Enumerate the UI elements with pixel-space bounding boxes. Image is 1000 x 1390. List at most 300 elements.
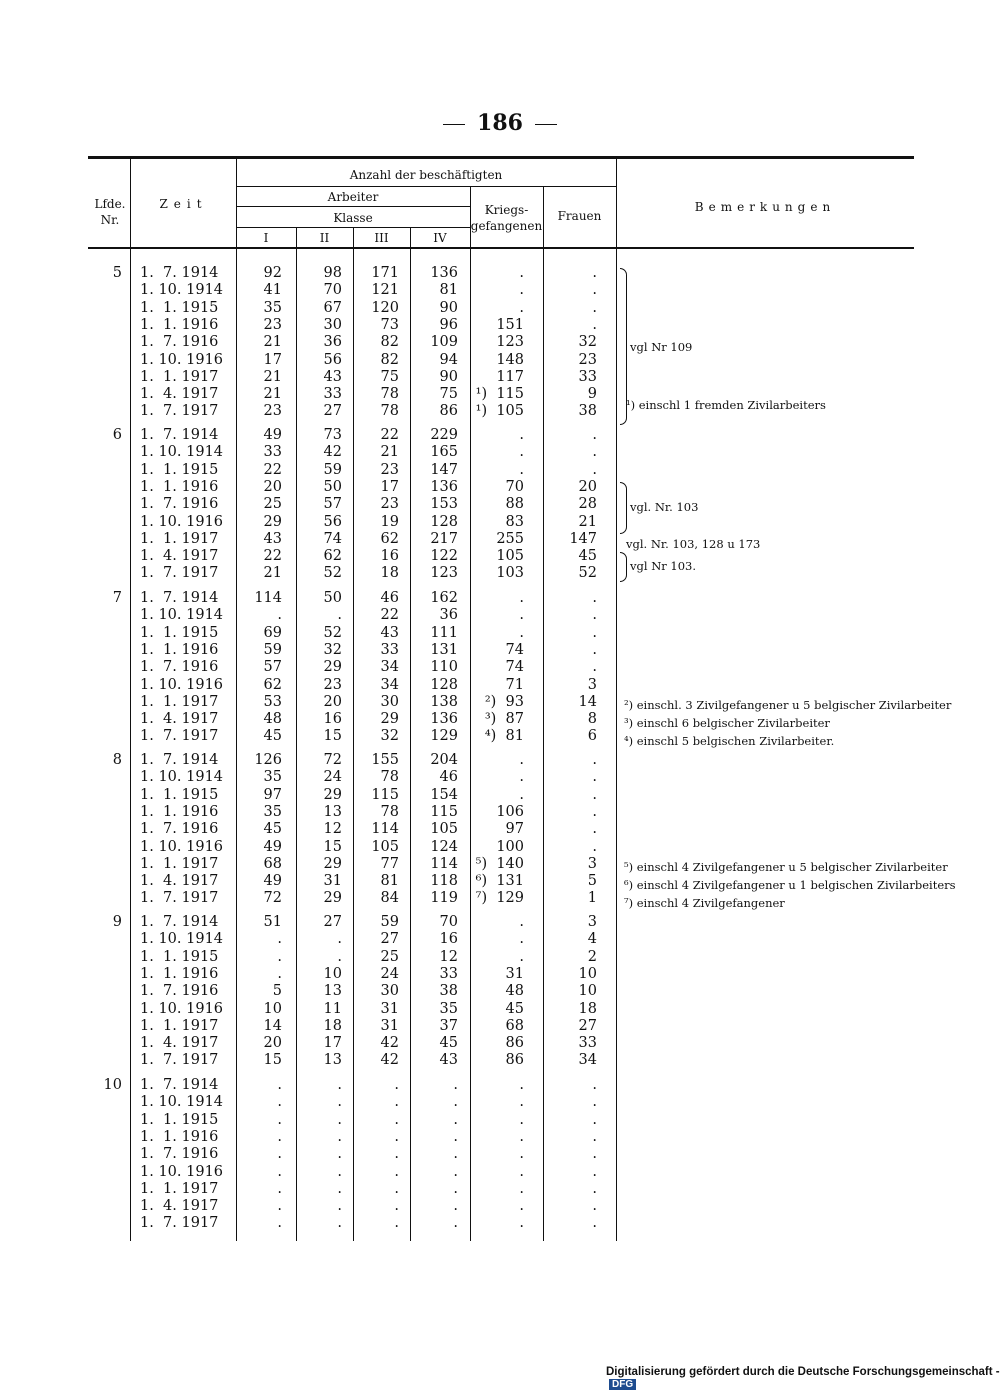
frauen-cell: 14 (578, 693, 597, 710)
klasse-i-cell: 43 (263, 530, 282, 547)
klasse-ii-cell: 11 (323, 1000, 342, 1017)
frauen-cell: . (592, 803, 597, 820)
zeit-cell: 1. 7. 1916 (140, 1146, 219, 1163)
kriegsgefangenen-cell: 123 (496, 334, 524, 351)
klasse-iv-cell: 124 (430, 838, 458, 855)
klasse-ii-cell: 29 (323, 890, 342, 907)
header-anzahl: Anzahl der beschäftigten (349, 168, 503, 182)
klasse-ii-cell: . (337, 1146, 342, 1163)
zeit-cell: 1. 1. 1916 (140, 641, 219, 658)
klasse-ii-cell: 16 (323, 711, 342, 728)
klasse-iv-cell: 129 (430, 728, 458, 745)
klasse-iii-cell: 82 (380, 334, 399, 351)
klasse-ii-cell: 13 (323, 1052, 342, 1069)
klasse-i-cell: 49 (263, 873, 282, 890)
zeit-cell: 1. 1. 1916 (140, 965, 219, 982)
klasse-i-cell: 29 (263, 513, 282, 530)
klasse-ii-cell: . (337, 1163, 342, 1180)
zeit-cell: 1. 4. 1917 (140, 386, 219, 403)
zeit-cell: 1. 7. 1914 (140, 590, 219, 606)
klasse-iii-cell: 120 (371, 299, 399, 316)
kriegsgefangenen-cell: 148 (496, 351, 524, 368)
klasse-i-cell: . (277, 1128, 282, 1145)
col-line-kriegs (543, 187, 544, 1241)
zeit-cell: 1. 10. 1916 (140, 676, 224, 693)
klasse-ii-cell: 23 (323, 676, 342, 693)
zeit-cell: 1. 7. 1916 (140, 983, 219, 1000)
frauen-cell: 5 (587, 873, 597, 890)
kriegsgefangenen-cell: 106 (496, 803, 524, 820)
zeit-cell: 1. 7. 1916 (140, 334, 219, 351)
klasse-iii-cell: 34 (380, 676, 399, 693)
frauen-cell: 10 (578, 983, 597, 1000)
klasse-iv-cell: . (453, 1077, 458, 1093)
header-arbeiter: Arbeiter (327, 190, 379, 204)
kriegsgefangenen-cell: . (519, 1146, 524, 1163)
klasse-i-cell: 21 (263, 386, 282, 403)
klasse-i-cell: 21 (263, 368, 282, 385)
klasse-iv-cell: 153 (430, 496, 458, 513)
kriegsgefangenen-cell: . (519, 265, 524, 281)
klasse-iii-cell: 27 (380, 931, 399, 948)
klasse-i-cell: . (277, 1111, 282, 1128)
klasse-i-cell: . (277, 931, 282, 948)
klasse-iv-cell: 96 (439, 316, 458, 333)
zeit-cell: 1. 1. 1915 (140, 299, 219, 316)
klasse-iv-cell: 128 (430, 513, 458, 530)
klasse-i-cell: 45 (263, 821, 282, 838)
frauen-cell: . (592, 265, 597, 281)
header-kriegsgefangenen: Kriegs- gefangenen (470, 203, 543, 233)
frauen-cell: 33 (578, 368, 597, 385)
frauen-cell: . (592, 786, 597, 803)
klasse-iv-cell: 122 (430, 548, 458, 565)
zeit-cell: 1. 7. 1917 (140, 1052, 219, 1069)
frauen-cell: 33 (578, 1035, 597, 1052)
klasse-ii-cell: . (337, 1128, 342, 1145)
klasse-iii-cell: . (394, 1111, 399, 1128)
klasse-i-cell: 23 (263, 316, 282, 333)
frauen-cell: 21 (578, 513, 597, 530)
klasse-iii-cell: 78 (380, 769, 399, 786)
klasse-i-cell: 68 (263, 855, 282, 872)
frauen-cell: 9 (587, 386, 597, 403)
kriegsgefangenen-cell: 70 (505, 478, 524, 495)
kriegsgefangenen-cell: . (519, 931, 524, 948)
kriegsgefangenen-cell: . (519, 786, 524, 803)
klasse-iv-cell: 138 (430, 693, 458, 710)
frauen-cell: . (592, 607, 597, 624)
klasse-ii-cell: 15 (323, 838, 342, 855)
remark-7: ³) einschl 6 belgischer Zivilarbeiter (624, 716, 830, 730)
klasse-iii-cell: . (394, 1094, 399, 1111)
klasse-iv-cell: 110 (430, 659, 458, 676)
kriegsgefangenen-cell: . (519, 444, 524, 461)
klasse-i-cell: 21 (263, 334, 282, 351)
klasse-ii-cell: 31 (323, 873, 342, 890)
klasse-ii-cell: 67 (323, 299, 342, 316)
klasse-iii-cell: 22 (380, 427, 399, 443)
klasse-iv-cell: 154 (430, 786, 458, 803)
kriegsgefangenen-cell: 103 (496, 565, 524, 582)
dfg-logo: DFG (609, 1379, 636, 1390)
klasse-i-cell: . (277, 1094, 282, 1111)
brace-remark-3 (620, 482, 627, 534)
frauen-cell: . (592, 1215, 597, 1232)
kriegsgefangenen-cell: 31 (505, 965, 524, 982)
page-number-line (0, 110, 1000, 136)
klasse-iii-cell: 31 (380, 1000, 399, 1017)
klasse-iii-cell: 16 (380, 548, 399, 565)
zeit-cell: 1. 1. 1917 (140, 368, 219, 385)
klasse-iii-cell: . (394, 1128, 399, 1145)
group-number: 7 (112, 590, 122, 606)
klasse-i-cell: . (277, 1146, 282, 1163)
remark-10: ⁶) einschl 4 Zivilgefangener u 1 belgischen Zivilarbeiters (624, 878, 956, 892)
kriegsgefangenen-cell: ⁶) 131 (475, 873, 524, 890)
klasse-iii-cell: 25 (380, 948, 399, 965)
frauen-cell: 3 (587, 914, 597, 930)
klasse-ii-cell: 29 (323, 659, 342, 676)
klasse-ii-cell: 27 (323, 403, 342, 420)
klasse-ii-cell: 29 (323, 786, 342, 803)
klasse-iii-cell: 46 (380, 590, 399, 606)
klasse-iv-cell: 81 (439, 282, 458, 299)
klasse-i-cell: 57 (263, 659, 282, 676)
klasse-iii-cell: 105 (371, 838, 399, 855)
klasse-iv-cell: 119 (430, 890, 458, 907)
klasse-iv-cell: 90 (439, 368, 458, 385)
klasse-ii-cell: . (337, 1111, 342, 1128)
zeit-cell: 1. 10. 1914 (140, 444, 224, 461)
klasse-iv-cell: 118 (430, 873, 458, 890)
zeit-cell: 1. 1. 1916 (140, 1128, 219, 1145)
klasse-ii-cell: . (337, 1215, 342, 1232)
header-klasse: Klasse (333, 211, 373, 225)
klasse-iv-cell: 229 (430, 427, 458, 443)
frauen-cell: 32 (578, 334, 597, 351)
col-line-zeit (236, 159, 237, 1241)
frauen-cell: 52 (578, 565, 597, 582)
frauen-cell: 3 (587, 855, 597, 872)
zeit-cell: 1. 7. 1914 (140, 752, 219, 768)
remark-8: ⁴) einschl 5 belgischen Zivilarbeiter. (624, 734, 835, 748)
klasse-iii-cell: 23 (380, 461, 399, 478)
klasse-iv-cell: . (453, 1180, 458, 1197)
klasse-iv-cell: 114 (430, 855, 458, 872)
klasse-iv-cell: 136 (430, 265, 458, 281)
kriegsgefangenen-cell: ⁴) 81 (484, 728, 524, 745)
frauen-cell: . (592, 282, 597, 299)
zeit-cell: 1. 10. 1914 (140, 931, 224, 948)
klasse-ii-cell: 13 (323, 983, 342, 1000)
klasse-iii-cell: 22 (380, 607, 399, 624)
frauen-cell: . (592, 659, 597, 676)
frauen-cell: 3 (587, 676, 597, 693)
klasse-iv-cell: 128 (430, 676, 458, 693)
kriegsgefangenen-cell: . (519, 752, 524, 768)
kriegsgefangenen-cell: . (519, 624, 524, 641)
klasse-i-cell: 20 (263, 1035, 282, 1052)
frauen-cell: 38 (578, 403, 597, 420)
klasse-ii-cell: . (337, 931, 342, 948)
frauen-cell: . (592, 427, 597, 443)
zeit-cell: 1. 10. 1916 (140, 351, 224, 368)
kriegsgefangenen-cell: 151 (496, 316, 524, 333)
frauen-cell: 147 (569, 530, 597, 547)
klasse-i-cell: 35 (263, 769, 282, 786)
group-number: 5 (112, 265, 122, 281)
klasse-iii-cell: . (394, 1163, 399, 1180)
klasse-i-cell: 20 (263, 478, 282, 495)
remark-3: vgl. Nr. 103 (630, 500, 699, 514)
top-rule (88, 156, 914, 159)
klasse-ii-cell: . (337, 1180, 342, 1197)
klasse-iv-cell: 105 (430, 821, 458, 838)
klasse-ii-cell: 36 (323, 334, 342, 351)
klasse-iv-cell: 36 (439, 607, 458, 624)
klasse-iv-cell: 147 (430, 461, 458, 478)
klasse-ii-cell: 52 (323, 624, 342, 641)
frauen-cell: . (592, 1198, 597, 1215)
remark-11: ⁷) einschl 4 Zivilgefangener (624, 896, 785, 910)
kriegsgefangenen-cell: . (519, 1128, 524, 1145)
klasse-iv-cell: 70 (439, 914, 458, 930)
klasse-iii-cell: 82 (380, 351, 399, 368)
klasse-iii-cell: . (394, 1077, 399, 1093)
zeit-cell: 1. 1. 1917 (140, 1180, 219, 1197)
kriegsgefangenen-cell: 71 (505, 676, 524, 693)
page-number: 186 (477, 110, 523, 136)
group-number: 9 (112, 914, 122, 930)
zeit-cell: 1. 1. 1916 (140, 803, 219, 820)
zeit-cell: 1. 7. 1914 (140, 1077, 219, 1093)
zeit-cell: 1. 7. 1914 (140, 427, 219, 443)
klasse-ii-cell: 29 (323, 855, 342, 872)
klasse-ii-cell: 20 (323, 693, 342, 710)
zeit-cell: 1. 7. 1914 (140, 265, 219, 281)
frauen-cell: 28 (578, 496, 597, 513)
klasse-under-rule (236, 227, 470, 228)
klasse-iv-cell: 111 (430, 624, 458, 641)
klasse-iii-cell: 24 (380, 965, 399, 982)
kriegsgefangenen-cell: ⁷) 129 (475, 890, 524, 907)
klasse-ii-cell: 59 (323, 461, 342, 478)
kriegsgefangenen-cell: 68 (505, 1017, 524, 1034)
header-bemerkungen: Bemerkungen (694, 200, 836, 214)
remark-9: ⁵) einschl 4 Zivilgefangener u 5 belgischer Zivilarbeiter (624, 860, 948, 874)
kriegsgefangenen-cell: 74 (505, 659, 524, 676)
kriegsgefangenen-cell: 117 (496, 368, 524, 385)
klasse-iii-cell: 77 (380, 855, 399, 872)
klasse-i-cell: 14 (263, 1017, 282, 1034)
klasse-i-cell: 23 (263, 403, 282, 420)
dash-right (535, 124, 557, 125)
zeit-cell: 1. 1. 1917 (140, 530, 219, 547)
kriegsgefangenen-cell: ²) 93 (484, 693, 524, 710)
frauen-cell: . (592, 821, 597, 838)
klasse-i-cell: 5 (272, 983, 282, 1000)
klasse-ii-cell: 32 (323, 641, 342, 658)
klasse-iii-cell: 121 (371, 282, 399, 299)
kriegsgefangenen-cell: . (519, 461, 524, 478)
klasse-i-cell: 69 (263, 624, 282, 641)
klasse-i-cell: 22 (263, 548, 282, 565)
klasse-iii-cell: 30 (380, 983, 399, 1000)
zeit-cell: 1. 7. 1916 (140, 659, 219, 676)
arbeiter-under-rule (236, 206, 470, 207)
klasse-i-cell: 114 (254, 590, 282, 606)
frauen-cell: 20 (578, 478, 597, 495)
klasse-iii-cell: 73 (380, 316, 399, 333)
frauen-cell: . (592, 624, 597, 641)
klasse-iii-cell: 30 (380, 693, 399, 710)
klasse-ii-cell: . (337, 607, 342, 624)
klasse-iv-cell: 33 (439, 965, 458, 982)
klasse-iii-cell: 32 (380, 728, 399, 745)
frauen-cell: . (592, 316, 597, 333)
col-line-nr (130, 159, 131, 1241)
frauen-cell: . (592, 461, 597, 478)
kriegsgefangenen-cell: 88 (505, 496, 524, 513)
zeit-cell: 1. 1. 1916 (140, 478, 219, 495)
klasse-ii-cell: 50 (323, 478, 342, 495)
kriegsgefangenen-cell: 48 (505, 983, 524, 1000)
klasse-i-cell: . (277, 607, 282, 624)
kriegsgefangenen-cell: 74 (505, 641, 524, 658)
klasse-i-cell: 33 (263, 444, 282, 461)
klasse-i-cell: 35 (263, 299, 282, 316)
frauen-cell: . (592, 1111, 597, 1128)
klasse-iv-cell: 37 (439, 1017, 458, 1034)
zeit-cell: 1. 1. 1915 (140, 1111, 219, 1128)
klasse-ii-cell: . (337, 1094, 342, 1111)
klasse-i-cell: . (277, 948, 282, 965)
klasse-iii-cell: 155 (371, 752, 399, 768)
klasse-i-cell: 59 (263, 641, 282, 658)
klasse-iii-cell: . (394, 1180, 399, 1197)
klasse-iv-cell: . (453, 1198, 458, 1215)
zeit-cell: 1. 1. 1917 (140, 855, 219, 872)
zeit-cell: 1. 7. 1916 (140, 821, 219, 838)
klasse-i-cell: . (277, 1215, 282, 1232)
zeit-cell: 1. 7. 1914 (140, 914, 219, 930)
kriegsgefangenen-cell: . (519, 1198, 524, 1215)
kriegsgefangenen-cell: . (519, 914, 524, 930)
zeit-cell: 1. 4. 1917 (140, 873, 219, 890)
klasse-iv-cell: 115 (430, 803, 458, 820)
frauen-cell: 6 (587, 728, 597, 745)
klasse-iii-cell: 31 (380, 1017, 399, 1034)
kriegsgefangenen-cell: . (519, 1215, 524, 1232)
frauen-cell: . (592, 1180, 597, 1197)
klasse-iii-cell: 34 (380, 659, 399, 676)
dash-left (443, 124, 465, 125)
klasse-i-cell: . (277, 1198, 282, 1215)
klasse-i-cell: 22 (263, 461, 282, 478)
klasse-iv-cell: . (453, 1111, 458, 1128)
klasse-iii-cell: 59 (380, 914, 399, 930)
frauen-cell: 8 (587, 711, 597, 728)
klasse-iv-cell: 45 (439, 1035, 458, 1052)
klasse-iii-cell: 84 (380, 890, 399, 907)
klasse-i-cell: 48 (263, 711, 282, 728)
klasse-iv-cell: . (453, 1146, 458, 1163)
klasse-iii-cell: 21 (380, 444, 399, 461)
klasse-ii-cell: 50 (323, 590, 342, 606)
zeit-cell: 1. 1. 1917 (140, 693, 219, 710)
kriegsgefangenen-cell: . (519, 948, 524, 965)
klasse-i-cell: . (277, 1077, 282, 1093)
klasse-iv-cell: . (453, 1128, 458, 1145)
klasse-i-cell: 10 (263, 1000, 282, 1017)
klasse-iv-cell: 90 (439, 299, 458, 316)
klasse-ii-cell: 70 (323, 282, 342, 299)
zeit-cell: 1. 1. 1915 (140, 948, 219, 965)
kriegsgefangenen-cell: 45 (505, 1000, 524, 1017)
klasse-iv-cell: 43 (439, 1052, 458, 1069)
frauen-cell: . (592, 1094, 597, 1111)
klasse-i-cell: 53 (263, 693, 282, 710)
frauen-cell: . (592, 838, 597, 855)
kriegsgefangenen-cell: 255 (496, 530, 524, 547)
klasse-iv-cell: 75 (439, 386, 458, 403)
frauen-cell: 45 (578, 548, 597, 565)
klasse-iii-cell: 114 (371, 821, 399, 838)
zeit-cell: 1. 10. 1914 (140, 1094, 224, 1111)
klasse-i-cell: 51 (263, 914, 282, 930)
klasse-i-cell: 15 (263, 1052, 282, 1069)
frauen-cell: . (592, 769, 597, 786)
klasse-ii-cell: 74 (323, 530, 342, 547)
header-klasse-ii: II (319, 231, 330, 245)
zeit-cell: 1. 7. 1917 (140, 728, 219, 745)
kriegsgefangenen-cell: ¹) 115 (475, 386, 524, 403)
klasse-iv-cell: . (453, 1094, 458, 1111)
klasse-ii-cell: 27 (323, 914, 342, 930)
klasse-iv-cell: 162 (430, 590, 458, 606)
kriegsgefangenen-cell: . (519, 1094, 524, 1111)
kriegsgefangenen-cell: ⁵) 140 (475, 855, 524, 872)
frauen-cell: . (592, 590, 597, 606)
kriegsgefangenen-cell: . (519, 1180, 524, 1197)
klasse-i-cell: 21 (263, 565, 282, 582)
frauen-cell: 27 (578, 1017, 597, 1034)
klasse-iv-cell: 136 (430, 478, 458, 495)
klasse-ii-cell: 56 (323, 351, 342, 368)
klasse-ii-cell: 13 (323, 803, 342, 820)
frauen-cell: . (592, 1163, 597, 1180)
klasse-iv-cell: 136 (430, 711, 458, 728)
klasse-ii-cell: 56 (323, 513, 342, 530)
klasse-ii-cell: 57 (323, 496, 342, 513)
klasse-iv-cell: 38 (439, 983, 458, 1000)
zeit-cell: 1. 4. 1917 (140, 1035, 219, 1052)
kriegsgefangenen-cell: . (519, 282, 524, 299)
kriegsgefangenen-cell: . (519, 1077, 524, 1093)
klasse-ii-cell: 33 (323, 386, 342, 403)
klasse-ii-cell: 62 (323, 548, 342, 565)
frauen-cell: 23 (578, 351, 597, 368)
zeit-cell: 1. 10. 1916 (140, 838, 224, 855)
klasse-ii-cell: 98 (323, 265, 342, 281)
klasse-i-cell: 97 (263, 786, 282, 803)
header-lfd-nr: Lfde. Nr. (94, 197, 126, 227)
klasse-iii-cell: 42 (380, 1035, 399, 1052)
zeit-cell: 1. 10. 1916 (140, 513, 224, 530)
kriegsgefangenen-cell: 105 (496, 548, 524, 565)
kriegsgefangenen-cell: ¹) 105 (475, 403, 524, 420)
